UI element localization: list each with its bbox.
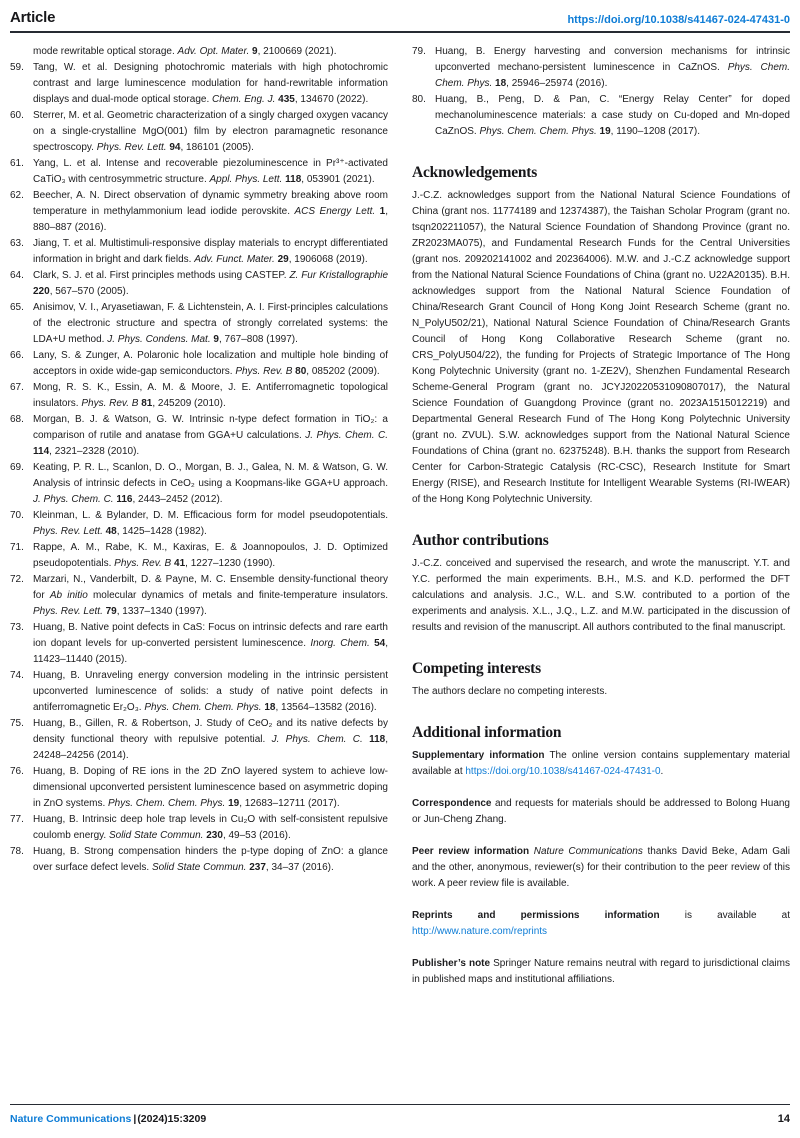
- reference-item: [10, 412, 388, 460]
- reference-number: 62.: [10, 190, 24, 201]
- additional-info-paragraph: Correspondence and requests for materials should be addressed to Bolong Huang or Jun-Cheng Zhang.: [412, 798, 790, 825]
- reference-number: 60.: [10, 110, 24, 121]
- reference-text: Huang, B. Native point defects in CaS: Focus on intrinsic defects and rare earth ion dopant levels for up-converted persistent luminescence. Inorg. Chem. 54, 11423–11440 (2015).: [33, 622, 389, 665]
- reference-item: [10, 108, 388, 156]
- reference-item: [10, 156, 388, 188]
- reference-list-right: [412, 44, 790, 140]
- reference-text: Huang, B. Intrinsic deep hole trap levels in Cu₂O with self-consistent repulsive coulomb energy. Solid State Commun. 230, 49–53 (2016).: [33, 814, 388, 841]
- reference-text: Marzari, N., Vanderbilt, D. & Payne, M. C. Ensemble density-functional theory for Ab initio molecular dynamics of metals and finite-temperature insulators. Phys. Rev. Lett. 79, 1337–1340 (1997).: [33, 574, 388, 617]
- reference-number: 64.: [10, 270, 24, 281]
- competing-interests-heading: Competing interests: [412, 660, 541, 677]
- acknowledgements-heading: Acknowledgements: [412, 164, 538, 181]
- reference-text: Clark, S. J. et al. First principles methods using CASTEP. Z. Fur Kristallographie 220, 567–570 (2005).: [33, 270, 388, 297]
- author-contributions-body: J.-C.Z. conceived and supervised the research, and wrote the manuscript. Y.T. and Y.C. performed the main experiments. B.H., M.S. and K.D. performed the DFT calculations and analysis. J.C., W.L. and S.W. contributed to a portion of the experiments and analysis. X.L., J.Q., L.Z. and M.W. participated in the discussion of results and revision of the manuscript. All authors contributed to the final manuscript.: [412, 558, 790, 633]
- reference-number: 71.: [10, 542, 24, 553]
- reference-number: 75.: [10, 718, 24, 729]
- reference-item: [10, 300, 388, 348]
- reference-item: [10, 460, 388, 508]
- reference-number: 76.: [10, 766, 24, 777]
- additional-information-paragraphs: [412, 748, 790, 988]
- reference-text: mode rewritable optical storage. Adv. Opt. Mater. 9, 2100669 (2021).: [33, 46, 337, 57]
- footer-separator: |: [133, 1113, 137, 1125]
- reference-text: Jiang, T. et al. Multistimuli-responsive display materials to encrypt differentiated information in bright and dark fields. Adv. Funct. Mater. 29, 1906068 (2019).: [33, 238, 388, 265]
- reference-text: Huang, B. Energy harvesting and conversion mechanisms for intrinsic upconverted mechano-persistent luminescence in CaZnOS. Phys. Chem. Chem. Phys. 18, 25946–25974 (2016).: [435, 46, 790, 89]
- reference-item: [10, 44, 388, 60]
- reference-number: 59.: [10, 62, 24, 73]
- reference-number: 72.: [10, 574, 24, 585]
- reference-item: [10, 268, 388, 300]
- reference-text: Anisimov, V. I., Aryasetiawan, F. & Lichtenstein, A. I. First-principles calculations of the electronic structure and spectra of strongly correlated systems: the LDA+U method. J. Phys. Condens. Mat. 9, 767–808 (1997).: [33, 302, 388, 345]
- reference-text: Rappe, A. M., Rabe, K. M., Kaxiras, E. & Joannopoulos, J. D. Optimized pseudopotentials. Phys. Rev. B 41, 1227–1230 (1990).: [33, 542, 388, 569]
- reference-text: Tang, W. et al. Designing photochromic materials with high photochromic contrast and large luminescence modulation for hand-rewritable information displays and dual-mode optical storage. Chem. Eng. J. 435, 134670 (2022).: [33, 62, 388, 105]
- reference-item: [10, 764, 388, 812]
- reference-text: Huang, B., Gillen, R. & Robertson, J. Study of CeO₂ and its native defects by density functional theory with repulsive potential. J. Phys. Chem. C. 118, 24248–24256 (2014).: [33, 718, 389, 761]
- reference-text: Huang, B. Unraveling energy conversion modeling in the intrinsic persistent upconverted luminescence of solids: a study of native point defects in antiferromagnetic Er₂O₃. Phys. Chem. Chem. Phys. 18, 13564–13582 (2016).: [33, 670, 388, 713]
- reference-item: [412, 44, 790, 92]
- reference-number: 66.: [10, 350, 24, 361]
- footer-journal-link[interactable]: Nature Communications: [10, 1113, 132, 1125]
- reference-number: 61.: [10, 158, 24, 169]
- reference-text: Huang, B., Peng, D. & Pan, C. “Energy Relay Center” for doped mechanoluminescence materials: a case study on Cu-doped and Mn-doped CaZnOS. Phys. Chem. Chem. Phys. 19, 1190–1208 (2017).: [435, 94, 790, 137]
- reference-number: 78.: [10, 846, 24, 857]
- additional-info-paragraph: Publisher’s note Springer Nature remains neutral with regard to jurisdictional claims in published maps and institutional affiliations.: [412, 958, 790, 985]
- reference-text: Beecher, A. N. Direct observation of dynamic symmetry breaking above room temperature in methylammonium lead iodide perovskite. ACS Energy Lett. 1, 880–887 (2016).: [33, 190, 389, 233]
- reference-item: [10, 620, 388, 668]
- doi-link[interactable]: https://doi.org/10.1038/s41467-024-47431-0: [567, 14, 790, 26]
- reference-number: 70.: [10, 510, 24, 521]
- page-number: 14: [777, 1113, 790, 1125]
- inline-link[interactable]: http://www.nature.com/reprints: [412, 926, 548, 937]
- reference-item: [10, 60, 388, 108]
- additional-info-paragraph: Supplementary information The online version contains supplementary material available at https://doi.org/10.1038/s41467-024-47431-0.: [412, 750, 790, 777]
- reference-item: [10, 348, 388, 380]
- two-column-body: [10, 33, 790, 988]
- page-footer: [10, 1104, 790, 1125]
- acknowledgements-body: J.-C.Z. acknowledges support from the National Natural Science Foundations of China (grant nos. 11774189 and 12374387), the Taishan Scholar Program (grant no. tsqn202211057), the Natural Science Foundation of Shandong Province (grant no. ZR2023MA075), and Fundamental Research Funds for the Central Universities (grant nos. 209202141002 and 202364006). M.W. and J.-C.Z acknowledge support from the National Natural Science Foundations of China (grant no. U22A20135). B.H. acknowledges support from the National Natural Science Foundation of China/Research Grant Council of Hong Kong Joint Research Scheme (grant no. N_PolyU502/21), National Natural Science Foundation of China/Research Grants Council of Hong Kong Collaborative Research Scheme (grant no. CRS_PolyU504/22), the funding for Projects of Strategic Importance of The Hong Kong Polytechnic University (grant no. 1-ZE2V), Shenzhen Fundamental Research Scheme-General Program (grant no. JCYJ20220531090807017), the Natural Science Foundation of Guangdong Province (grant no. 2023A1515012219) and Departmental General Research Fund of The Hong Kong Polytechnic University (grant no. ZVUL). S.W. acknowledges support from the National Natural Science Foundations of China (grant no. 62375248). B.H. thanks the support from Research Center for Carbon-Strategic Catalysis (RC-CSC), Research Institute for Smart Energy (RISE), and Research Institute for Intelligent Wearable Systems (RI-IWEAR) of the Hong Kong Polytechnic University.: [412, 190, 790, 505]
- left-column: [10, 44, 388, 988]
- author-contributions-heading: Author contributions: [412, 532, 549, 549]
- article-type-label: Article: [10, 9, 56, 26]
- reference-text: Sterrer, M. et al. Geometric characterization of a singly charged oxygen vacancy on a single-crystalline MgO(001) film by electron paramagnetic resonance spectroscopy. Phys. Rev. Lett. 94, 186101 (2005).: [33, 110, 388, 153]
- footer-citation: (2024)15:3209: [137, 1113, 207, 1125]
- reference-item: [10, 844, 388, 876]
- reference-text: Kleinman, L. & Bylander, D. M. Efficacious form for model pseudopotentials. Phys. Rev. Lett. 48, 1425–1428 (1982).: [33, 510, 388, 537]
- reference-item: [412, 92, 790, 140]
- reference-text: Huang, B. Doping of RE ions in the 2D ZnO layered system to achieve low-dimensional upconverted persistent luminescence based on asymmetric doping in ZnO systems. Phys. Chem. Chem. Phys. 19, 12683–12711 (2017).: [33, 766, 388, 809]
- reference-text: Keating, P. R. L., Scanlon, D. O., Morgan, B. J., Galea, N. M. & Watson, G. W. Analysis of intrinsic defects in CeO₂ using a Koopmans-like GGA+U approach. J. Phys. Chem. C. 116, 2443–2452 (2012).: [33, 462, 388, 505]
- reference-item: [10, 188, 388, 236]
- reference-text: Huang, B. Strong compensation hinders the p-type doping of ZnO: a glance over surface defect levels. Solid State Commun. 237, 34–37 (2016).: [33, 846, 388, 873]
- reference-number: 69.: [10, 462, 24, 473]
- inline-link[interactable]: https://doi.org/10.1038/s41467-024-47431-0: [465, 766, 661, 777]
- reference-item: [10, 236, 388, 268]
- reference-list-left: [10, 44, 388, 876]
- reference-item: [10, 380, 388, 412]
- additional-info-paragraph: Peer review information Nature Communications thanks David Beke, Adam Gali and the other, anonymous, reviewer(s) for their contribution to the peer review of this work. A peer review file is available.: [412, 846, 790, 889]
- additional-information-heading: Additional information: [412, 724, 562, 741]
- footer-citation-group: [10, 1113, 206, 1125]
- reference-item: [10, 540, 388, 572]
- reference-number: [10, 44, 25, 60]
- reference-item: [10, 508, 388, 540]
- reference-text: Morgan, B. J. & Watson, G. W. Intrinsic n-type defect formation in TiO₂: a comparison of rutile and anatase from GGA+U calculations. J. Phys. Chem. C. 114, 2321–2328 (2010).: [33, 414, 388, 457]
- reference-item: [10, 716, 388, 764]
- reference-text: Yang, L. et al. Intense and recoverable piezoluminescence in Pr³⁺-activated CaTiO₃ with centrosymmetric structure. Appl. Phys. Lett. 118, 053901 (2021).: [33, 158, 388, 185]
- right-column: [412, 44, 790, 988]
- page-header: [10, 0, 790, 31]
- reference-item: [10, 812, 388, 844]
- additional-info-paragraph: Reprints and permissions information is available at http://www.nature.com/reprints: [412, 910, 790, 937]
- reference-number: 79.: [412, 46, 426, 57]
- reference-number: 80.: [412, 94, 426, 105]
- reference-number: 65.: [10, 302, 24, 313]
- reference-number: 63.: [10, 238, 24, 249]
- reference-number: 77.: [10, 814, 24, 825]
- reference-number: 74.: [10, 670, 24, 681]
- reference-number: 67.: [10, 382, 24, 393]
- reference-text: Lany, S. & Zunger, A. Polaronic hole localization and multiple hole binding of acceptors in oxide wide-gap semiconductors. Phys. Rev. B 80, 085202 (2009).: [33, 350, 388, 377]
- reference-text: Mong, R. S. K., Essin, A. M. & Moore, J. E. Antiferromagnetic topological insulators. Phys. Rev. B 81, 245209 (2010).: [33, 382, 388, 409]
- reference-number: 73.: [10, 622, 24, 633]
- reference-item: [10, 572, 388, 620]
- reference-number: 68.: [10, 414, 24, 425]
- competing-interests-body: The authors declare no competing interests.: [412, 686, 608, 697]
- reference-item: [10, 668, 388, 716]
